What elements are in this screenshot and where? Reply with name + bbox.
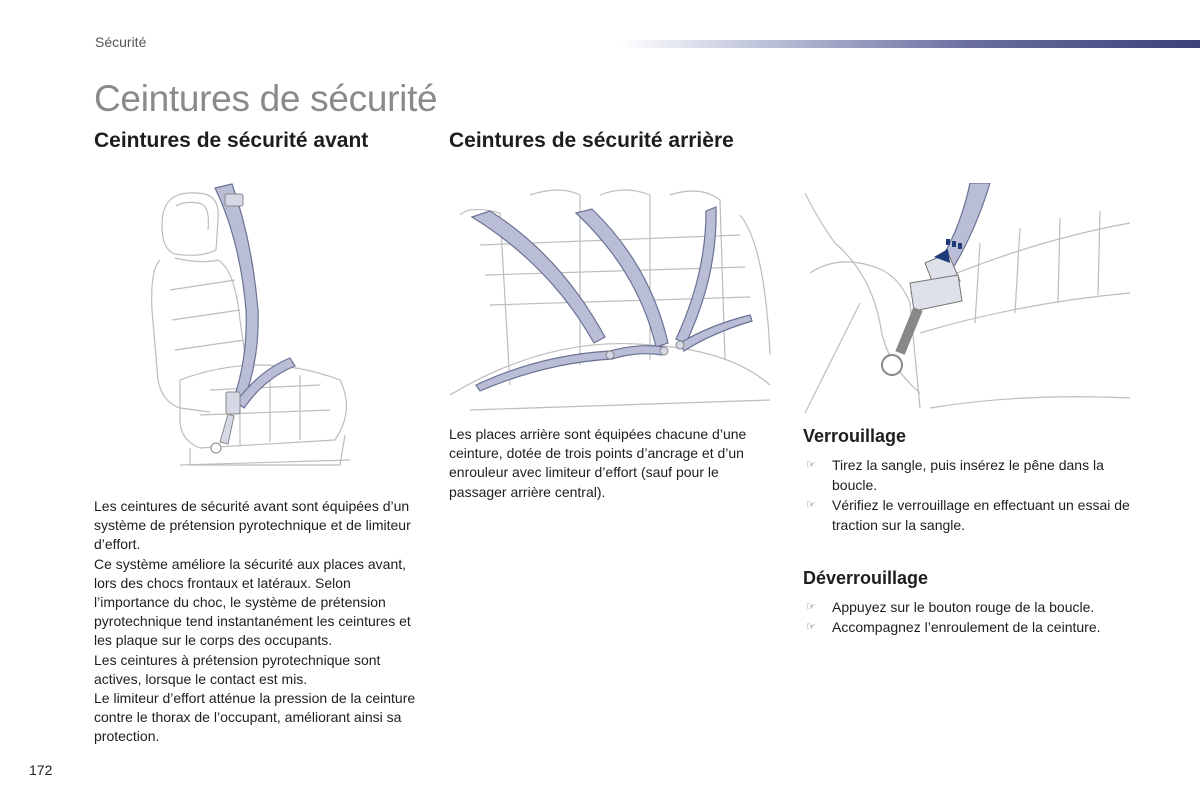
section-label: Sécurité (95, 34, 147, 50)
rear-belts-description (449, 425, 779, 502)
unlocking-heading: Déverrouillage (803, 568, 929, 588)
front-belts-description (94, 497, 424, 747)
pointing-hand-icon: ☞ (806, 499, 816, 511)
front-paragraph: Les ceintures de sécurité avant sont équipées d’un système de prétension pyrotechnique et de limiteur d’effort. (94, 498, 411, 553)
unlocking-steps (803, 597, 1143, 637)
pointing-hand-icon: ☞ (806, 601, 816, 613)
rear-paragraph: Les places arrière sont équipées chacune d’une ceinture, dotée de trois points d’ancrage et d’un enrouleur avec limiteur d’effort (sauf pour le passager arrière central). (449, 426, 747, 500)
front-paragraph: Ce système améliore la sécurité aux places avant, lors des chocs frontaux et latéraux. Selon l’importance du choc, le système de prétension pyrotechnique tend instantanément les ceintures et les plaque sur le corps des occupants. (94, 555, 411, 649)
front-paragraph: Le limiteur d’effort atténue la pression de la ceinture contre le thorax de l’occupant, améliorant ainsi sa protection. (94, 690, 416, 745)
locking-heading: Verrouillage (803, 426, 907, 446)
page-number: 172 (29, 762, 53, 778)
list-item: ☞ Accompagnez l’enroulement de la ceinture. (806, 619, 1101, 635)
rear-belts-heading: Ceintures de sécurité arrière (449, 129, 734, 152)
list-item: ☞ Appuyez sur le bouton rouge de la boucle. (806, 599, 1095, 615)
buckle-illustration (800, 183, 1130, 413)
front-seat-illustration (140, 180, 370, 480)
pointing-hand-icon: ☞ (806, 621, 816, 633)
page-title: Ceintures de sécurité (94, 78, 438, 119)
header-gradient-bar (620, 40, 1200, 48)
list-item: ☞ Tirez la sangle, puis insérez le pêne dans la boucle. (806, 457, 1104, 493)
pointing-hand-icon: ☞ (806, 459, 816, 471)
rear-bench-illustration (450, 185, 780, 415)
list-item: ☞ Vérifiez le verrouillage en effectuant un essai de traction sur la sangle. (806, 497, 1130, 533)
front-belts-heading: Ceintures de sécurité avant (94, 129, 369, 152)
front-paragraph: Les ceintures à prétension pyrotechnique sont actives, lorsque le contact est mis. (94, 651, 381, 687)
locking-steps (803, 455, 1143, 535)
